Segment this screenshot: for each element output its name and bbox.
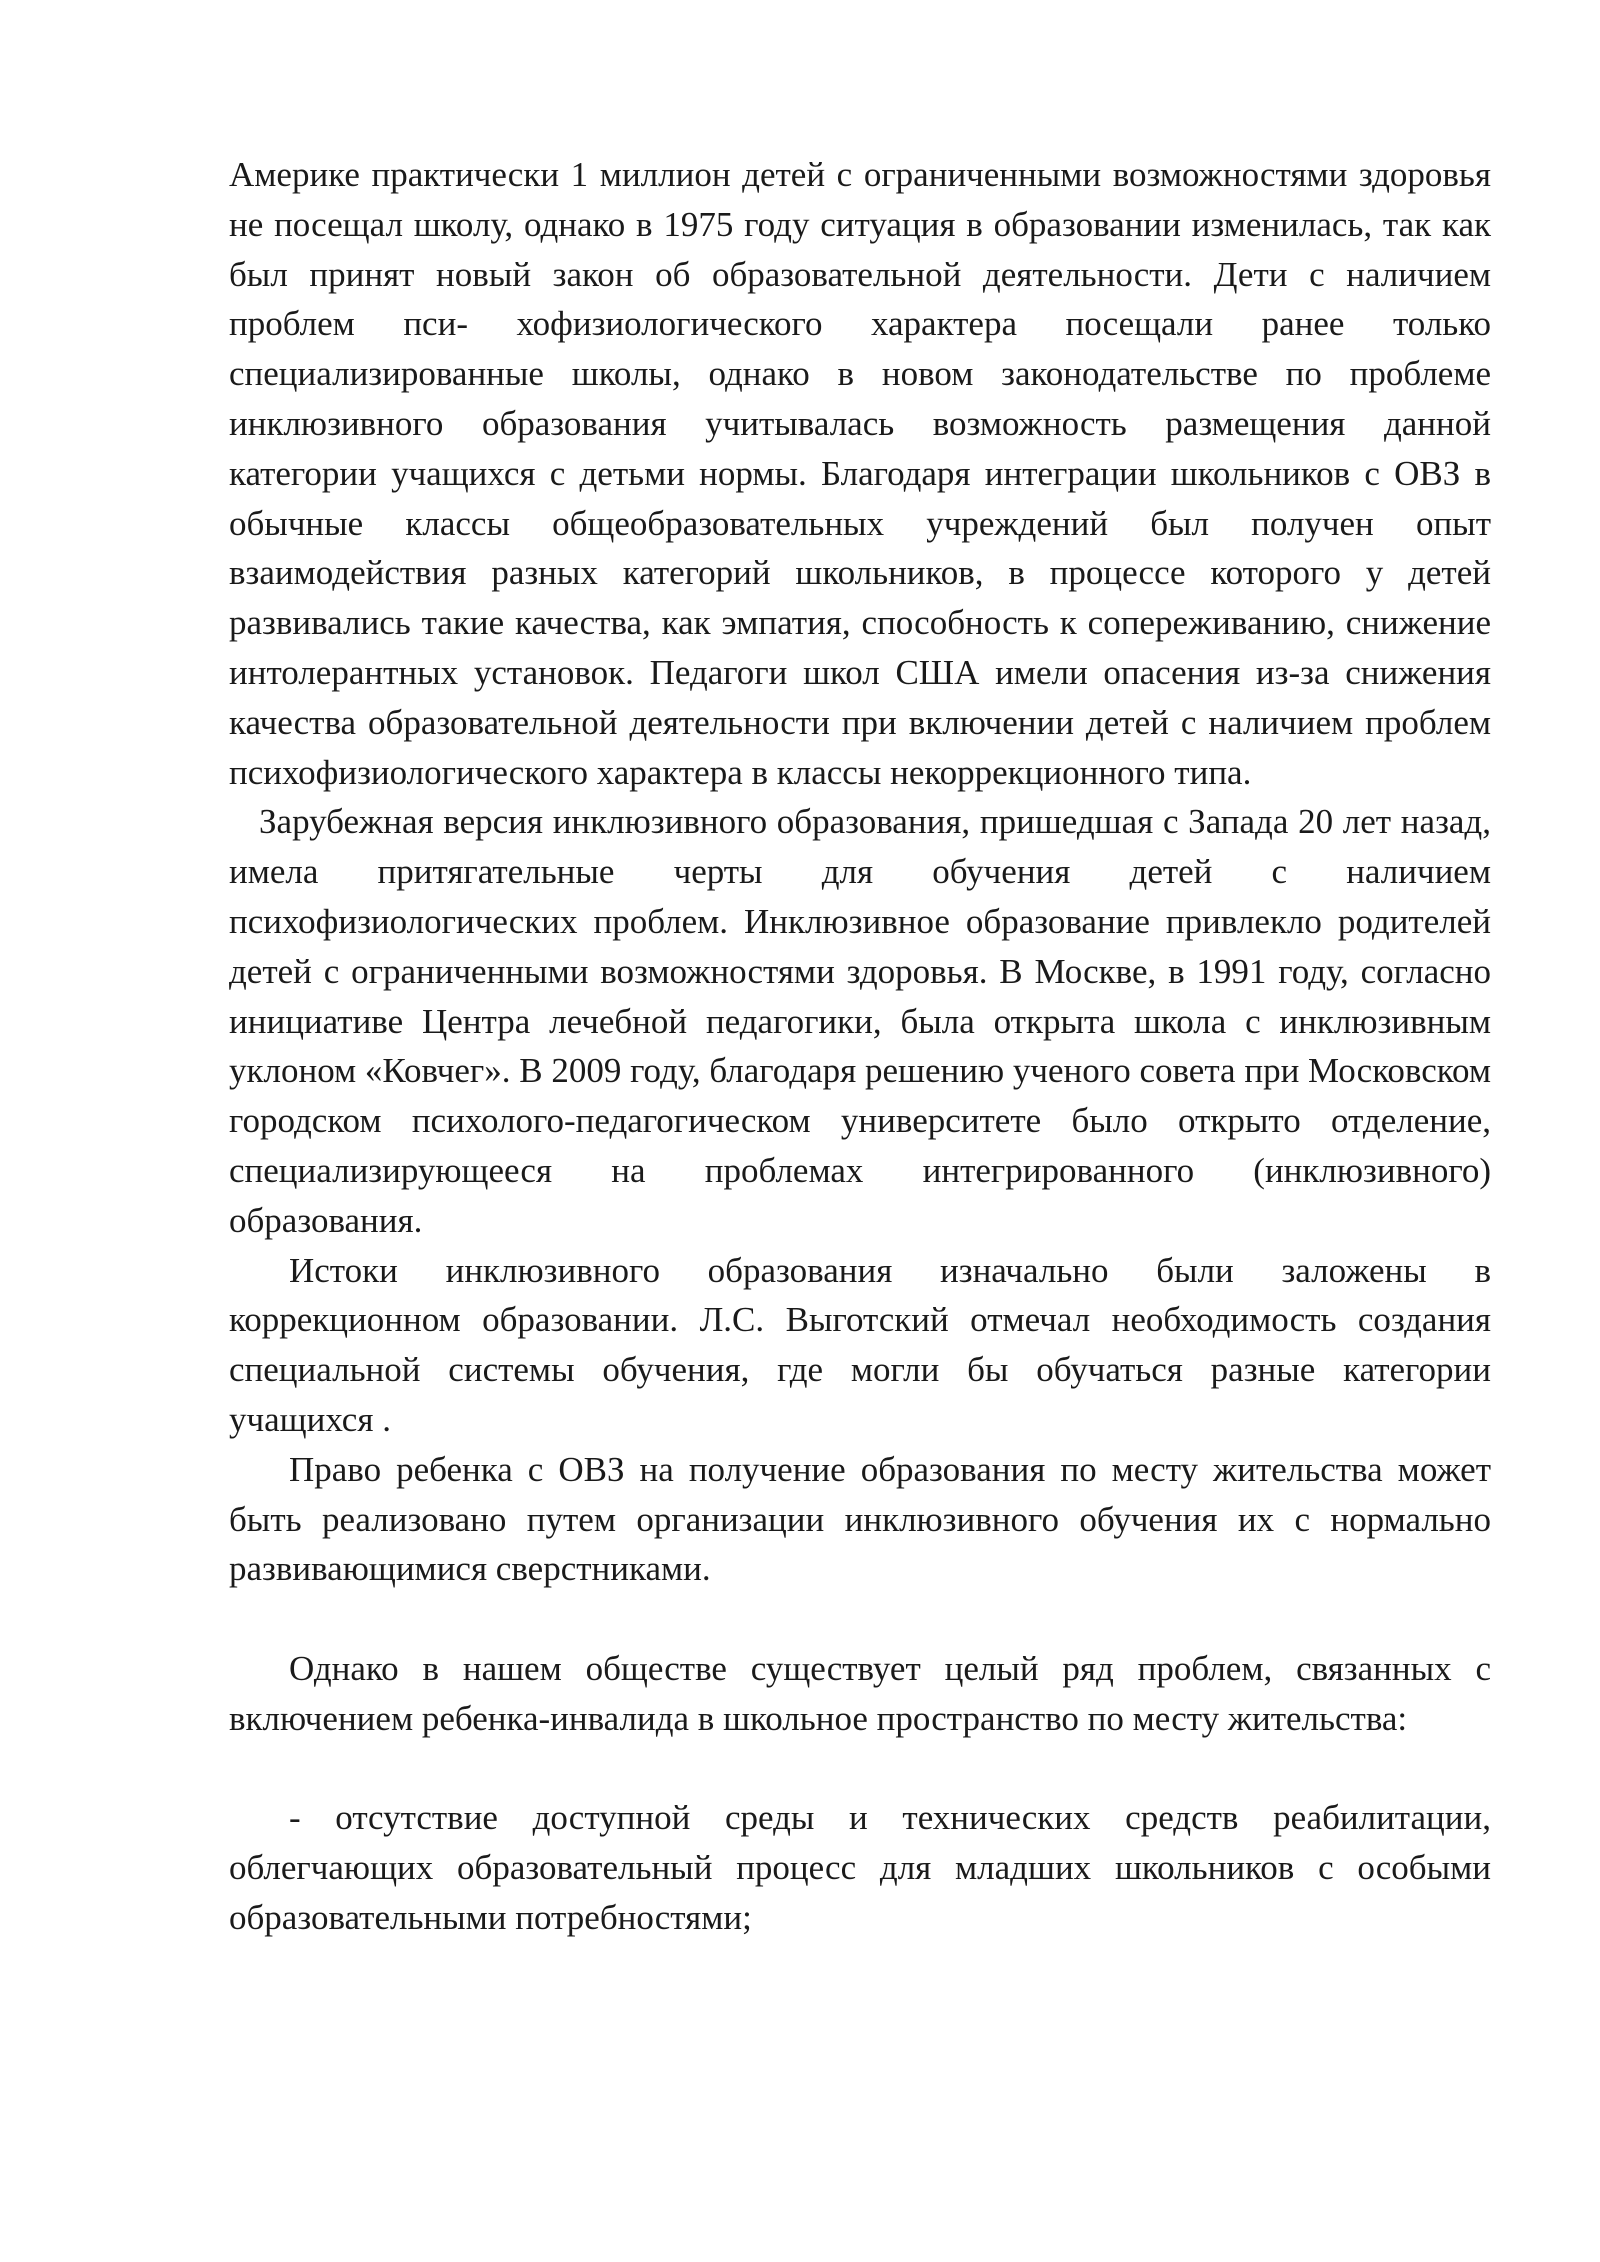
paragraph-foreign-version: Зарубежная версия инклюзивного образования, пришедшая с Запада 20 лет назад, имела притягательные черты для обучения детей с наличием психофизиологических проблем. Инклюзивное образование привлекло родителей детей с ограниченными возможностями здоровья. В Москве, в 1991 году, согласно инициативе Центра лечебной педагогики, была открыта школа с инклюзивным уклоном «Ковчег». В 2009 году, благодаря решению ученого совета при Московском городском психолого-педагогическом университете было открыто отделение, специализирующееся на проблемах интегрированного (инклюзивного) образования. [229,802,1491,1240]
paragraph-spacer [229,1744,1491,1794]
paragraph-spacer [229,1594,1491,1644]
paragraph-problems-intro: Однако в нашем обществе существует целый ряд проблем, связанных с включением ребенка-инвалида в школьное пространство по месту жительства: [229,1648,1491,1738]
paragraph-origins: Истоки инклюзивного образования изначально были заложены в коррекционном образовании. Л.С. Выготский отмечал необходимость создания специальной системы обучения, где могли бы обучаться разные категории учащихся . [229,1250,1491,1439]
paragraph-us-inclusion-history: Америке практически 1 миллион детей с ограниченными возможностями здоровья не посещал школу, однако в 1975 году ситуация в образовании изменилась, так как был принят новый закон об образовательной деятельности. Дети с наличием проблем пси- хофизиологического характера посещали ранее только специализированные школы, однако в новом законодательстве по проблеме инклюзивного образования учитывалась возможность размещения данной категории учащихся с детьми нормы. Благодаря интеграции школьников с ОВЗ в обычные классы общеобразовательных учреждений был получен опыт взаимодействия разных категорий школьников, в процессе которого у детей развивались такие качества, как эмпатия, способность к сопереживанию, снижение интолерантных установок. Педагоги школ США имели опасения из-за снижения качества образовательной деятельности при включении детей с наличием проблем психофизиологического характера в классы некоррекционного типа. [229,155,1491,792]
paragraph-child-rights: Право ребенка с ОВЗ на получение образования по месту жительства может быть реализовано путем организации инклюзивного обучения их с нормально развивающимися сверстниками. [229,1449,1491,1589]
document-body [229,150,1491,1943]
list-item-accessible-environment: - отсутствие доступной среды и технических средств реабилитации, облегчающих образовательный процесс для младших школьников с особыми образовательными потребностями; [229,1798,1491,1937]
